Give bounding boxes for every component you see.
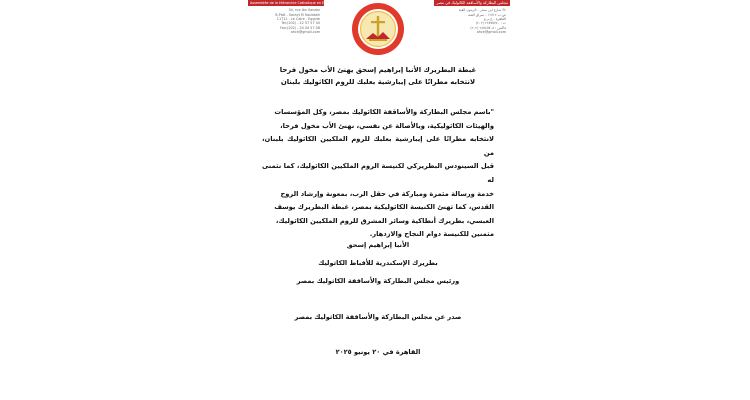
body-line: قبل السينودس البطريركي لكنيسة الروم الملكيين الكاثوليك، كما نتمنى له	[262, 162, 494, 184]
address-line: ص.ب ١١٧١٢ - سراي القبة	[468, 12, 506, 17]
address-line: ٣٤ شارع ابن سندر - الزيتون القبة	[458, 8, 506, 13]
body-line: "باسم مجلس البطاركة والأساقفة الكاثوليك بمصر، وكل المؤسسات	[274, 108, 494, 116]
body-line: لانتخابه مطرانًا على إيبارشية بعلبك للروم الملكيين الكاثوليك بلبنان، من	[262, 135, 494, 157]
address-line: ahce@gmail.com	[290, 29, 320, 34]
body-line: متمنين للكنيسة دوام النجاح والازدهار.	[369, 230, 494, 239]
title-line: لانتخابه مطرانًا على إيبارشية بعلبك للروم الكاثوليك بلبنان	[280, 78, 476, 86]
address-line: 34, rue Ibn Sandar	[288, 8, 320, 13]
body-line: خدمة ورسالة مثمرة ومباركة في حقل الرب، بمعونة وإرشاد الروح	[280, 189, 494, 198]
issued-by: صدر عن مجلس البطاركة والأساقفة الكاثوليك بمصر	[294, 313, 462, 321]
letterhead-right	[434, 0, 510, 62]
document-page	[248, 0, 510, 400]
body-line: العبسي، بطريرك أنطاكية وسائر المشرق للروم الملكيين الكاثوليك،	[275, 216, 494, 225]
address-line: Tel:(202) - 22 57 57 40	[281, 21, 320, 26]
signature-role: ورئيس مجلس البطاركة والأساقفة الكاثوليك بمصر	[296, 277, 460, 285]
signature-block	[262, 236, 494, 290]
body-line: والهيئات الكاثوليكية، وبالأصالة عن نفسي، نهنئ الأب مخول فرحا،	[280, 121, 494, 130]
letterhead-right-banner: مجلس البطاركة والأساقفة الكاثوليك في مصر	[434, 0, 510, 6]
body-line: القدس، كما تهنئ الكنيسة الكاثوليكية بمصر، غبطة البطريرك يوسف	[274, 203, 494, 212]
signature-name: الأنبا إبراهيم إسحق	[346, 241, 410, 249]
body-paragraph	[262, 106, 494, 242]
address-line: Fax:(202) - 24 54 57 08	[280, 25, 320, 30]
address-line: 11712 - Le Caire - Egypte	[276, 17, 320, 21]
document-title	[262, 64, 494, 88]
letterhead-left-banner: Assemblée de la Hiérarchie Catholique en Egypte	[250, 1, 335, 5]
letterhead-left-address	[248, 8, 324, 34]
church-seal-icon	[351, 2, 405, 56]
address-line: B.Pbtt - Sarayt El Koubbeh	[275, 12, 320, 17]
address-line: ahce@gmail.com	[476, 29, 506, 34]
letterhead-right-address	[434, 8, 510, 34]
title-line: غبطة البطريرك الأنبا إبراهيم إسحق يهنئ الأب مخول فرحا	[279, 66, 477, 74]
address-line: فاكس : ٢٤٥٤٥٧٠٨ (٢٠٢)	[470, 25, 506, 30]
address-line: ت : ٢٢٥٧٥٧٤٠ (٢٠٢)	[475, 21, 506, 26]
letterhead-left	[248, 0, 335, 62]
signature-title: بطريرك الإسكندرية للأقباط الكاثوليك	[318, 259, 438, 267]
address-line: القاهرة - ج.م.ع	[483, 17, 506, 21]
document-date: القاهرة في ٢٠ يونيو ٢٠٢٥	[335, 348, 421, 356]
